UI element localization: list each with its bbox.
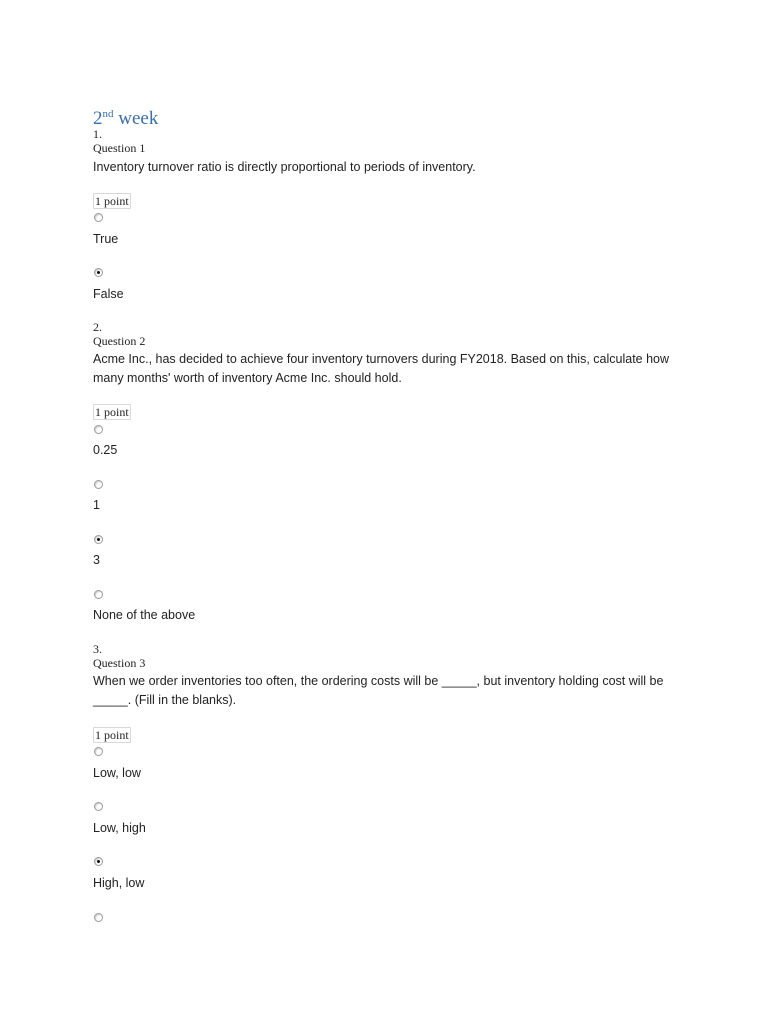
option-label-1: 1	[93, 498, 100, 512]
question-label: Question 3	[93, 656, 146, 670]
points-badge: 1 point	[95, 728, 129, 742]
radio-option-low-high[interactable]	[94, 802, 103, 811]
title-number: 2	[93, 108, 103, 129]
option-label-none: None of the above	[93, 608, 196, 622]
question-number: 2.	[93, 320, 102, 334]
question-text: Inventory turnover ratio is directly proportional to periods of inventory.	[93, 160, 476, 174]
option-label-low-low: Low, low	[93, 766, 141, 780]
question-label: Question 1	[93, 141, 146, 155]
option-label-0-25: 0.25	[93, 443, 118, 457]
radio-option-false[interactable]	[94, 268, 103, 277]
radio-option-true[interactable]	[94, 213, 103, 222]
radio-option-3[interactable]	[94, 535, 103, 544]
radio-option-1[interactable]	[94, 480, 103, 489]
question-text: When we order inventories too often, the ordering costs will be _____, but inventory holding cost will be _____. (Fill in the blanks).	[93, 674, 664, 707]
question-number: 3.	[93, 642, 102, 656]
points-badge: 1 point	[95, 405, 129, 419]
option-label-3: 3	[93, 553, 100, 567]
radio-option-0-25[interactable]	[94, 425, 103, 434]
radio-option-none[interactable]	[94, 590, 103, 599]
radio-option-low-low[interactable]	[94, 747, 103, 756]
radio-option-high-low[interactable]	[94, 857, 103, 866]
question-text: Acme Inc., has decided to achieve four inventory turnovers during FY2018. Based on this, calculate how many months' worth of inventory Acme Inc. should hold.	[93, 352, 670, 385]
points-badge: 1 point	[95, 194, 129, 208]
option-label-high-low: High, low	[93, 876, 145, 890]
page-title	[93, 103, 158, 130]
question-label: Question 2	[93, 334, 146, 348]
option-label-true: True	[93, 232, 119, 246]
title-word: week	[118, 108, 159, 129]
title-ordinal-suffix: nd	[102, 108, 114, 120]
option-label-false: False	[93, 287, 124, 301]
radio-option-4[interactable]	[94, 913, 103, 922]
option-label-low-high: Low, high	[93, 821, 146, 835]
question-number: 1.	[93, 127, 102, 141]
